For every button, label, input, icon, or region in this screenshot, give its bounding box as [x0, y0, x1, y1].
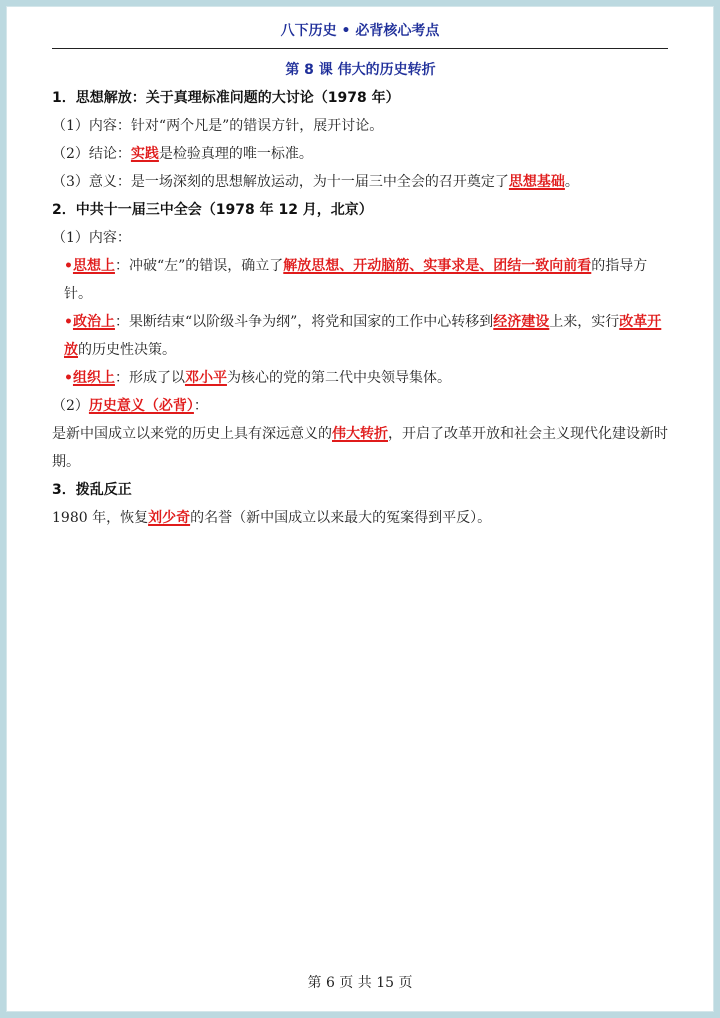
- s2-politics-label: 政治上: [72, 314, 115, 330]
- bullet-icon: •: [64, 258, 73, 274]
- bullet-icon: •: [64, 314, 73, 330]
- header-divider: [52, 48, 668, 49]
- document-body: [52, 56, 669, 532]
- s2-organization-keyword: 邓小平: [184, 370, 227, 386]
- s2-ideology-label: 思想上: [72, 258, 115, 274]
- section-3-title: 3．拨乱反正: [52, 482, 132, 498]
- s2-content-heading: （1）内容：: [52, 230, 131, 246]
- s2-significance-label: 历史意义（必背）: [88, 398, 194, 414]
- s1-significance-suffix: 。: [564, 174, 579, 190]
- s2-politics-prefix: ：果断结束“以阶级斗争为纲”，将党和国家的工作中心转移到: [114, 314, 494, 330]
- s2-significance-heading: [52, 392, 669, 420]
- document-header-title: 八下历史 • 必背核心考点: [280, 23, 440, 39]
- s3-suffix: 的名誉（新中国成立以来最大的冤案得到平反）。: [190, 510, 492, 526]
- s2-ideology-prefix: ：冲破“左”的错误，确立了: [114, 258, 284, 274]
- s2-significance-keyword: 伟大转折: [332, 426, 388, 442]
- page-number: 第 6 页 共 15 页: [307, 975, 413, 991]
- s2-organization-label: 组织上: [72, 370, 115, 386]
- s2-bullet-organization: [52, 364, 669, 392]
- bullet-icon: •: [64, 370, 73, 386]
- section-2-title: 2．中共十一届三中全会（1978 年 12 月，北京）: [52, 202, 373, 218]
- s2-politics-suffix: 的历史性决策。: [78, 342, 176, 358]
- s1-significance-prefix: （3）意义：是一场深刻的思想解放运动，为十一届三中全会的召开奠定了: [52, 174, 509, 190]
- s2-politics-keyword-1: 经济建设: [493, 314, 550, 330]
- s1-conclusion-keyword: 实践: [130, 146, 159, 162]
- s1-conclusion-prefix: （2）结论：: [52, 146, 131, 162]
- s3-prefix: 1980 年，恢复: [52, 510, 149, 526]
- s2-significance-colon: ：: [193, 398, 208, 414]
- s1-content-line: （1）内容：针对“两个凡是”的错误方针，展开讨论。: [52, 118, 384, 134]
- s3-line: [52, 504, 669, 532]
- s2-ideology-keyword: 解放思想、开动脑筋、实事求是、团结一致向前看: [283, 258, 592, 274]
- s2-ideology-suffix: 的指导方针。: [64, 258, 648, 302]
- s2-politics-middle: 上来，实行: [549, 314, 620, 330]
- s2-organization-suffix: 为核心的党的第二代中央领导集体。: [226, 370, 451, 386]
- s1-conclusion-line: [52, 140, 669, 168]
- s2-organization-prefix: ：形成了以: [114, 370, 185, 386]
- s1-significance-keyword: 思想基础: [508, 174, 565, 190]
- s2-significance-prefix: （2）: [52, 398, 89, 414]
- s2-bullet-ideology: [52, 252, 669, 308]
- s2-significance-text: [52, 420, 669, 476]
- s1-conclusion-suffix: 是检验真理的唯一标准。: [158, 146, 313, 162]
- s2-significance-text-prefix: 是新中国成立以来党的历史上具有深远意义的: [52, 426, 332, 442]
- s2-politics-keyword-2: 改革开放: [64, 314, 662, 358]
- s1-significance-line: [52, 168, 669, 196]
- section-1-title: 1．思想解放：关于真理标准问题的大讨论（1978 年）: [52, 90, 400, 106]
- s2-bullet-politics: [52, 308, 669, 364]
- s3-keyword: 刘少奇: [148, 510, 191, 526]
- lesson-title: 第 8 课 伟大的历史转折: [285, 62, 436, 78]
- s2-significance-text-suffix: ，开启了改革开放和社会主义现代化建设新时期。: [52, 426, 668, 470]
